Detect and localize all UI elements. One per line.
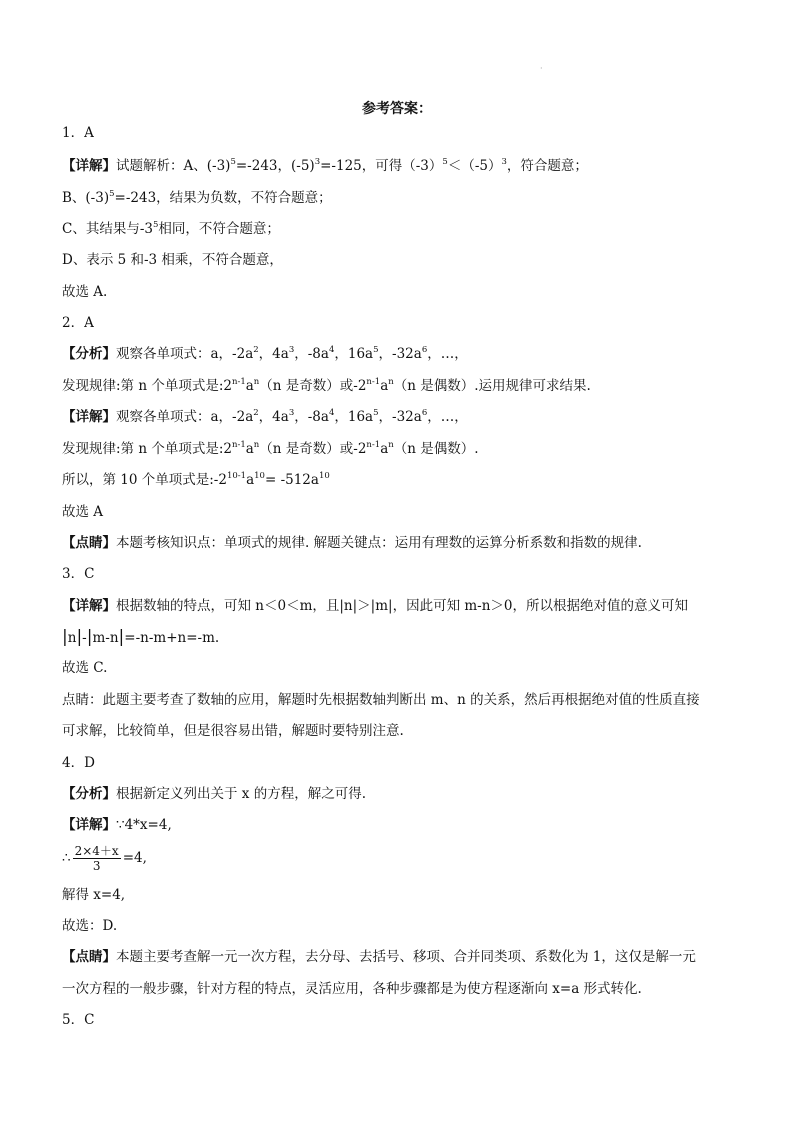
exponent: 10 — [318, 471, 330, 481]
q4-conclusion: 故选：D. — [62, 918, 118, 934]
fraction-numerator: 2×4＋x — [74, 844, 119, 858]
q2-text: ，16a — [334, 346, 374, 362]
q2-rule-detail — [62, 440, 479, 458]
exponent: 10-1 — [226, 471, 247, 481]
q1-b-text: B、(-3) — [62, 190, 110, 206]
exponent: 4 — [328, 408, 335, 418]
exponent: n-1 — [231, 440, 246, 450]
q1-detail-text: =-125，可得（-3） — [320, 158, 443, 174]
exponent: 2 — [253, 345, 259, 355]
q2-text: ，-32a — [378, 409, 422, 425]
q2-text: a — [245, 378, 254, 394]
q2-text: ，-32a — [378, 346, 422, 362]
q2-text: ，4a — [258, 346, 289, 362]
q2-point-text: 本题考核知识点：单项式的规律. 解题关键点：运用有理数的运算分析系数和指数的规律. — [116, 535, 642, 551]
q1-c-text: 相同，不符合题意； — [158, 221, 280, 237]
q1-c-text: C、其结果与-3 — [62, 221, 153, 237]
fraction — [73, 844, 121, 873]
q2-text: ，…， — [427, 346, 468, 362]
abs-bar: | — [76, 627, 83, 647]
exponent: 3 — [501, 157, 507, 167]
exponent: 3 — [288, 345, 295, 355]
q3-abs-equation — [62, 628, 219, 647]
q3-text: =-n-m+n=-m. — [124, 630, 220, 646]
exponent: 3 — [288, 408, 295, 418]
point-tag: 【点睛】 — [62, 535, 116, 551]
q4-point-line1 — [62, 948, 696, 966]
detail-tag: 【详解】 — [62, 409, 116, 425]
q2-text: a — [246, 472, 255, 488]
exponent: 10 — [254, 471, 265, 481]
abs-bar: | — [118, 627, 125, 647]
q2-text: （n 是偶数）. — [393, 441, 479, 457]
q2-text: a — [245, 441, 254, 457]
q2-header: 2．A — [62, 315, 94, 331]
q2-text: ，-8a — [294, 409, 329, 425]
q2-text: （n 是奇数）或-2 — [259, 378, 367, 394]
q2-text: ，-8a — [294, 346, 329, 362]
exponent: n — [253, 377, 260, 387]
abs-bar: | — [86, 627, 93, 647]
exponent: n-1 — [366, 377, 381, 387]
q3-text: n — [67, 630, 77, 646]
q2-detail — [62, 408, 468, 426]
q1-detail-text: ，符合题意； — [506, 158, 588, 174]
detail-tag: 【详解】 — [62, 158, 116, 174]
q2-text: 发现规律:第 n 个单项式是:2 — [62, 378, 232, 394]
exponent: 6 — [421, 345, 428, 355]
q4-point-text: 本题主要考查解一元一次方程，去分母、去括号、移项、合并同类项、系数化为 1，这仅是解一元 — [116, 949, 696, 965]
analysis-tag: 【分析】 — [62, 786, 116, 802]
q3-detail — [62, 597, 688, 615]
exponent: n — [388, 377, 394, 387]
q2-conclusion: 故选 A — [62, 504, 104, 520]
q1-detail-text: =-243，(-5) — [235, 158, 315, 174]
q1-b-text: =-243，结果为负数，不符合题意； — [114, 190, 332, 206]
exponent: 5 — [373, 408, 379, 418]
q4-solve: 解得 x=4, — [62, 887, 126, 903]
q3-text: m-n — [92, 630, 119, 646]
q1-detail-text: 试题解析：A、(-3) — [116, 158, 231, 174]
q4-fraction-equation — [62, 842, 147, 874]
q3-point-line2: 可求解，比较简单，但是很容易出错，解题时要特别注意. — [62, 723, 404, 739]
page-title: 参考答案： — [362, 101, 432, 117]
detail-tag: 【详解】 — [62, 598, 116, 614]
q4-analysis — [62, 785, 366, 803]
analysis-tag: 【分析】 — [62, 346, 116, 362]
q4-text: ∵4*x=4, — [116, 817, 172, 833]
fraction-denominator: 3 — [92, 859, 101, 873]
exponent: 3 — [314, 157, 321, 167]
q3-detail-text: 根据数轴的特点，可知 n＜0＜m，且|n|＞|m|，因此可知 m-n＞0，所以根据绝对值的意义可知 — [116, 598, 689, 614]
q4-text: =4, — [122, 850, 147, 866]
q1-detail — [62, 157, 588, 175]
exponent: 5 — [109, 189, 115, 199]
abs-bar: | — [62, 627, 68, 647]
q2-rule — [62, 377, 591, 395]
q2-text: a — [380, 378, 389, 394]
q1-option-c — [62, 220, 280, 238]
exponent: 5 — [442, 157, 448, 167]
exponent: n — [388, 440, 394, 450]
detail-tag: 【详解】 — [62, 817, 116, 833]
q2-text: （n 是偶数）.运用规律可求结果. — [393, 378, 591, 394]
q3-text: - — [82, 630, 87, 646]
q4-point-line2: 一次方程的一般步骤，针对方程的特点，灵活应用，各种步骤都是为使方程逐渐向 x=a 形式转化. — [62, 981, 642, 997]
q3-point-line1: 点睛：此题主要考查了数轴的应用，解题时先根据数轴判断出 m、n 的关系，然后再根据绝对值的性质直接 — [62, 692, 700, 708]
q2-text: = -512a — [264, 472, 319, 488]
q2-text: 所以，第 10 个单项式是:-2 — [62, 472, 227, 488]
q1-conclusion: 故选 A. — [62, 284, 108, 300]
q4-header: 4．D — [62, 755, 95, 771]
q1-detail-text: ＜（-5） — [447, 158, 502, 174]
q2-text: a — [380, 441, 389, 457]
q2-analysis — [62, 345, 468, 363]
q2-text: 观察各单项式：a，-2a — [116, 346, 254, 362]
q2-text: ，4a — [258, 409, 289, 425]
q5-header: 5．C — [62, 1012, 95, 1028]
q1-option-b — [62, 189, 332, 207]
exponent: 5 — [152, 220, 159, 230]
exponent: n-1 — [231, 377, 246, 387]
q1-option-d: D、表示 5 和-3 相乘，不符合题意， — [62, 252, 283, 268]
q4-analysis-text: 根据新定义列出关于 x 的方程，解之可得. — [116, 786, 366, 802]
point-tag: 【点睛】 — [62, 949, 116, 965]
q2-text: 发现规律:第 n 个单项式是:2 — [62, 441, 232, 457]
exponent: 4 — [328, 345, 335, 355]
exponent: n-1 — [366, 440, 381, 450]
exponent: 5 — [373, 345, 379, 355]
q2-text: （n 是奇数）或-2 — [259, 441, 367, 457]
q2-text: ，16a — [334, 409, 374, 425]
exponent: 2 — [253, 408, 259, 418]
q3-header: 3．C — [62, 566, 95, 582]
exponent: 5 — [230, 157, 236, 167]
q2-point — [62, 534, 642, 552]
q2-text: ，…， — [427, 409, 468, 425]
q2-result — [62, 471, 330, 489]
q1-header: 1．A — [62, 125, 94, 141]
exponent: n — [253, 440, 260, 450]
q3-conclusion: 故选 C. — [62, 660, 108, 676]
q2-text: 观察各单项式：a，-2a — [116, 409, 254, 425]
exponent: 6 — [421, 408, 428, 418]
page-dot: · — [540, 64, 543, 73]
q4-detail — [62, 816, 172, 834]
q4-text: ∴ — [62, 850, 71, 866]
